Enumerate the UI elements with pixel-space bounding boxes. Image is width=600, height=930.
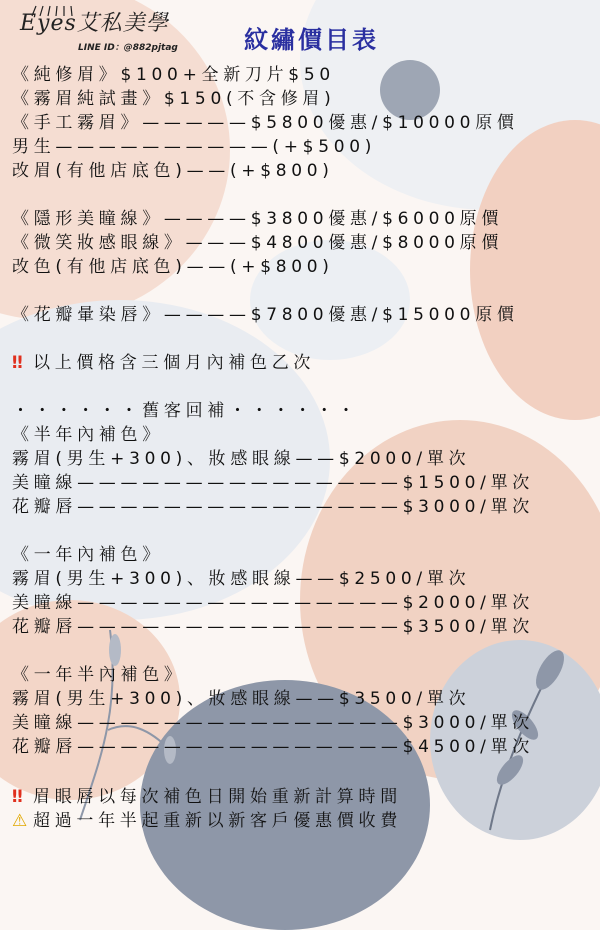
line-id: LINE ID：@882pjtag bbox=[78, 43, 178, 53]
price-line: 美瞳線———————————————$3000/單次 bbox=[12, 713, 535, 733]
price-line: 《隱形美瞳線》————$3800優惠/$6000原價 bbox=[12, 209, 504, 229]
price-line: 改眉(有他店底色)——(+$800) bbox=[12, 161, 334, 181]
page-title: 紋繡價目表 bbox=[244, 26, 379, 54]
group-title: 《半年內補色》 bbox=[12, 425, 164, 445]
price-line: 改色(有他店底色)——(+$800) bbox=[12, 257, 334, 277]
warning-icon: ⚠ bbox=[12, 811, 28, 831]
note-text: 眉眼唇以每次補色日開始重新計算時間 bbox=[33, 787, 402, 807]
price-line: 《微笑妝感眼線》———$4800優惠/$8000原價 bbox=[12, 233, 504, 253]
brand-logo: Eyes艾私美學 bbox=[20, 11, 169, 36]
price-line: 霧眉(男生+300)、妝感眼線——$2500/單次 bbox=[12, 569, 471, 589]
price-line: 《手工霧眉》—————$5800優惠/$10000原價 bbox=[12, 113, 519, 133]
group-title: 《一年內補色》 bbox=[12, 545, 164, 565]
section-heading: ・・・・・・舊客回補・・・・・・ bbox=[12, 401, 360, 421]
price-line: 《花瓣暈染唇》————$7800優惠/$15000原價 bbox=[12, 305, 519, 325]
header bbox=[0, 0, 600, 60]
price-line: 《霧眉純試畫》$150(不含修眉) bbox=[12, 89, 336, 109]
price-line: 霧眉(男生+300)、妝感眼線——$2000/單次 bbox=[12, 449, 471, 469]
price-line: 《純修眉》$100+全新刀片$50 bbox=[12, 65, 335, 85]
note-text: 以上價格含三個月內補色乙次 bbox=[33, 353, 316, 373]
leaf-branch-icon bbox=[430, 630, 600, 840]
price-line: 美瞳線———————————————$1500/單次 bbox=[12, 473, 535, 493]
double-exclamation-icon: ‼ bbox=[12, 353, 23, 373]
note-line bbox=[12, 810, 402, 832]
price-line: 花瓣唇———————————————$3000/單次 bbox=[12, 497, 535, 517]
background-dot bbox=[380, 60, 440, 120]
group-title: 《一年半內補色》 bbox=[12, 665, 186, 685]
note-line bbox=[12, 352, 315, 374]
note-text: 超過一年半起重新以新客戶優惠價收費 bbox=[33, 811, 402, 831]
price-line: 美瞳線———————————————$2000/單次 bbox=[12, 593, 535, 613]
double-exclamation-icon: ‼ bbox=[12, 787, 23, 807]
price-line: 花瓣唇———————————————$3500/單次 bbox=[12, 617, 535, 637]
price-line: 男生——————————(+$500) bbox=[12, 137, 377, 157]
price-line: 花瓣唇———————————————$4500/單次 bbox=[12, 737, 535, 757]
note-line bbox=[12, 786, 402, 808]
price-line: 霧眉(男生+300)、妝感眼線——$3500/單次 bbox=[12, 689, 471, 709]
